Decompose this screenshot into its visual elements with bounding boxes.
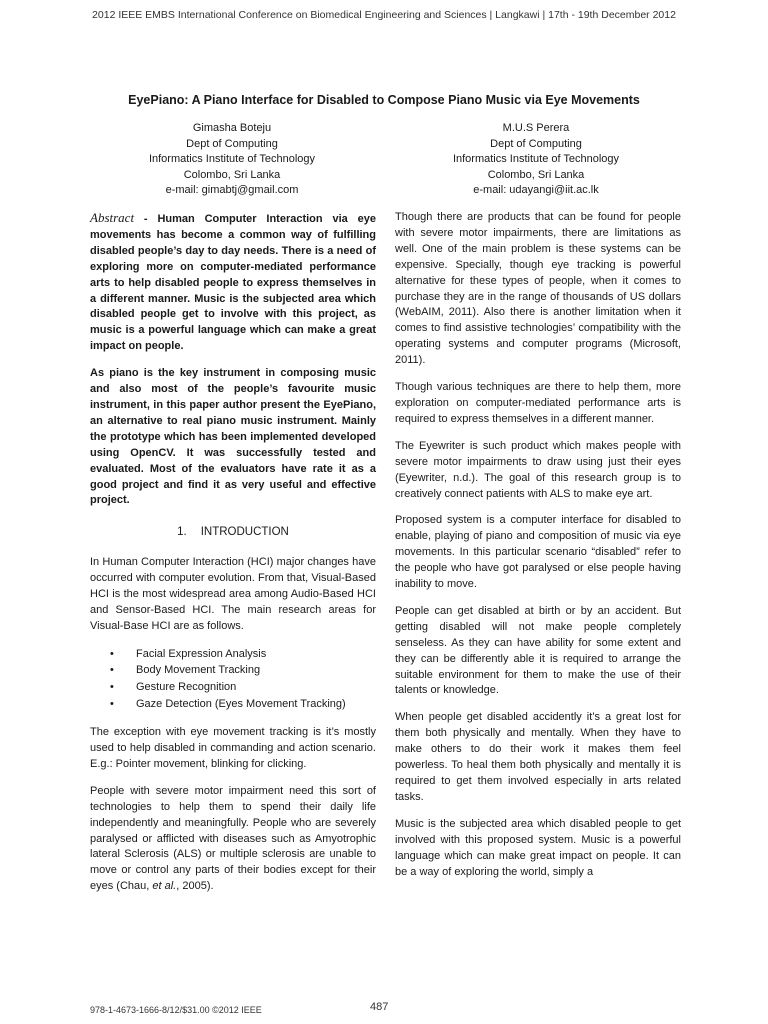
body-paragraph-6: When people get disabled accidently it’s a great lost for them both physically and mentally. When they have to make others to do their work it makes them feel powerless. To heal them both physically and mentally it is required to get them involved especially in arts related tasks. [395,711,681,803]
bullet: • [110,664,114,677]
intro-paragraph-1: In Human Computer Interaction (HCI) major changes have occurred with computer evolution. From that, Visual-Based HCI is the most widespread area among Audio-Based HCI and Sensor-Based HCI. The main research areas for Visual-Base HCI are as follows. [90,556,376,632]
bullet: • [110,680,114,693]
author-name: M.U.S Perera [502,122,570,134]
author-location: Colombo, Sri Lanka [487,168,585,181]
list-item: • Body Movement Tracking [110,662,376,679]
page-number: 487 [370,1001,389,1013]
body-paragraph-5: People can get disabled at birth or by an accident. But getting disabled will not make people completely senseless. As they can have ability for some extent and they can be differently able it is required to arrange the suitable environment for them to make the use of their talents or knowledge. [395,604,681,697]
body-paragraph-1: Though there are products that can be found for people with severe motor impairments, there are limitations as well. One of the main problem is these systems can be expensive. Specially, though eye tracking is powerful alternative for these types of people, when it comes to purchase they are in the range of thousands of US dollars (WebAIM, 2011). Also there is another limitation when it comes to find assistive technologies’ compatibility with the operating systems and computer programs (Microsoft, 2011). [395,211,681,367]
intro-paragraph-2: The exception with eye movement tracking is it’s mostly used to help disabled in commanding and action scenario. E.g.: Pointer movement, blinking for clicking. [90,726,376,770]
author-block-2 [386,121,686,199]
author-block-1 [82,121,382,199]
author-institute: Informatics Institute of Technology [148,153,316,166]
intro-paragraph-3: People with severe motor impairment need this sort of technologies to help them to spend their daily life independently and meaningfully. People who are severely paralysed or afflicted with diseases such as Amyotrophic lateral Sclerosis (ALS) or multiple sclerosis are unable to move or control any parts of their bodies except for their eyes (Chau, et al., 2005). [90,784,376,893]
left-column [90,210,376,906]
research-areas-list [90,646,376,712]
conference-header: 2012 IEEE EMBS International Conference on Biomedical Engineering and Sciences | Langkawi | 17th - 19th December 2012 [92,9,676,21]
body-paragraph-7: Music is the subjected area which disabled people to get involved with this proposed system. Music is a powerful language which can make great impact on people. It can be a way of exploring the world, simply a [395,817,681,878]
author-email: e-mail: udayangi@iit.ac.lk [473,184,599,197]
section-number: 1. [177,526,187,539]
author-dept: Dept of Computing [490,137,582,150]
abstract-text: - Human Computer Interaction via eye movements has become a common way of fulfilling disabled people’s day to day needs. There is a need of exploring more on computer-mediated performance arts to help disabled people to express themselves in a different manner. Music is the subjected area which disabled people get to involve with this project, as music is a powerful language which can make a great impact on people. [90,213,376,353]
paper-title: EyePiano: A Piano Interface for Disabled to Compose Piano Music via Eye Movements [128,93,640,107]
author-location: Colombo, Sri Lanka [183,168,281,181]
bullet: • [110,697,114,710]
list-item: • Facial Expression Analysis [110,646,376,663]
copyright-footer: 978-1-4673-1666-8/12/$31.00 ©2012 IEEE [90,1005,262,1015]
list-item: • Gaze Detection (Eyes Movement Tracking) [110,696,376,713]
right-column [395,210,681,891]
author-name: Gimasha Boteju [192,122,272,134]
body-paragraph-4: Proposed system is a computer interface for disabled to enable, playing of piano and composition of music via eye movements. In this particular scenario “disabled” refer to the people who have got paralysed or else people having inability to move. [395,514,681,591]
list-item: • Gesture Recognition [110,679,376,696]
bullet: • [110,647,114,660]
author-dept: Dept of Computing [186,137,278,150]
author-email: e-mail: gimabtj@gmail.com [165,184,299,197]
abstract-paragraph-2: As piano is the key instrument in composing music and also most of the people’s favourite music instrument, in this paper author present the EyePiano, an alternative to real piano music instrument. Mainly the prototype which has been implemented developed using OpenCV. It was successfully tested and evaluated. Most of the evaluators have rate it as a good project and find it as very useful and effective project. [90,367,376,507]
abstract-paragraph-1 [90,210,376,355]
body-paragraph-2: Though various techniques are there to help them, more exploration on computer-mediated performance arts is required to express themselves in a different manner. [395,381,681,425]
abstract-label: Abstract [90,210,135,225]
body-paragraph-3: The Eyewriter is such product which makes people with severe motor impairments to draw using just their eyes (Eyewriter, n.d.). The goal of this research group is to creatively connect patients with ALS to make eye art. [395,439,681,500]
section-title: INTRODUCTION [200,526,289,539]
et-al: et al. [152,880,177,893]
section-heading-introduction [90,525,376,541]
author-institute: Informatics Institute of Technology [452,153,620,166]
